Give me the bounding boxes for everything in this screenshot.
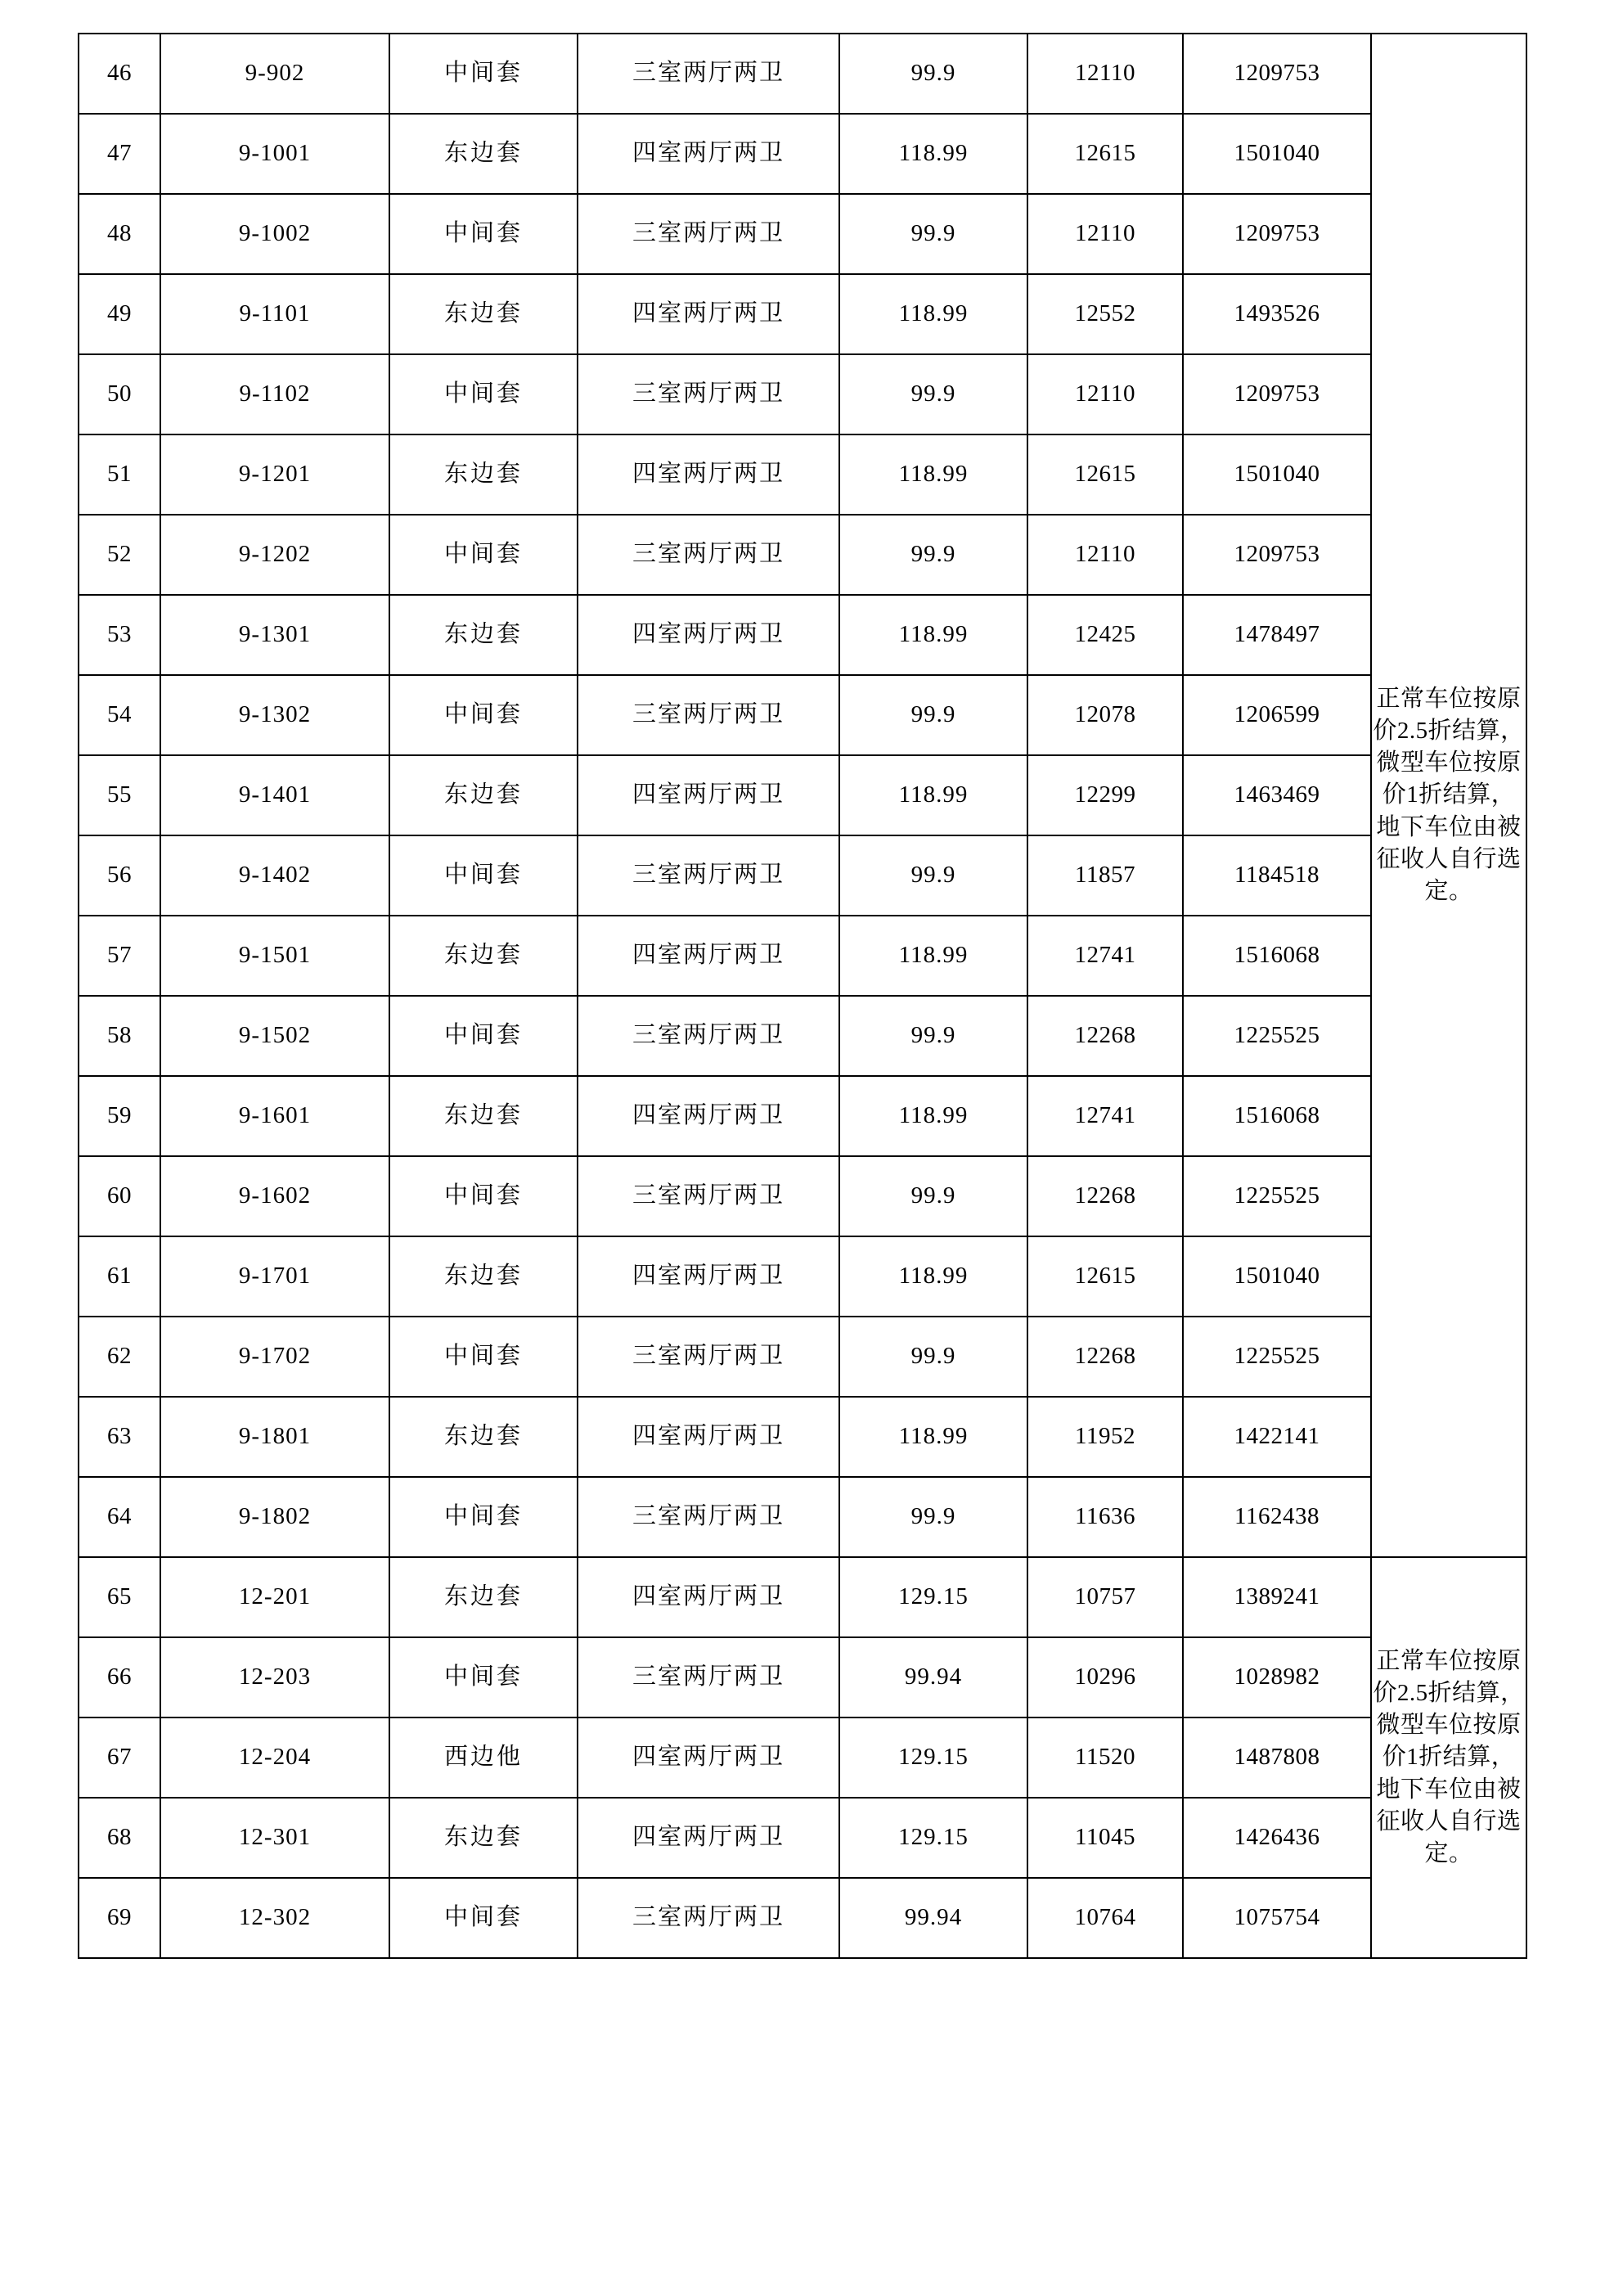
cell-total-price: 1209753 [1183, 194, 1371, 274]
cell-unit-position: 中间套 [389, 1637, 578, 1717]
cell-unit-position: 中间套 [389, 1317, 578, 1397]
cell-total-price: 1516068 [1183, 916, 1371, 996]
cell-room: 12-301 [160, 1798, 389, 1878]
cell-layout: 四室两厅两卫 [578, 1717, 839, 1798]
cell-total-price: 1389241 [1183, 1557, 1371, 1637]
cell-index: 57 [79, 916, 160, 996]
cell-index: 56 [79, 835, 160, 916]
property-price-table [78, 33, 1527, 1959]
cell-area: 118.99 [839, 755, 1027, 835]
cell-total-price: 1478497 [1183, 595, 1371, 675]
cell-unit-position: 中间套 [389, 835, 578, 916]
cell-unit-price: 12615 [1027, 114, 1183, 194]
cell-index: 51 [79, 434, 160, 515]
cell-index: 60 [79, 1156, 160, 1236]
cell-index: 67 [79, 1717, 160, 1798]
cell-index: 48 [79, 194, 160, 274]
cell-area: 129.15 [839, 1717, 1027, 1798]
cell-unit-price: 12425 [1027, 595, 1183, 675]
cell-room: 9-1402 [160, 835, 389, 916]
cell-unit-position: 东边套 [389, 916, 578, 996]
cell-index: 68 [79, 1798, 160, 1878]
cell-index: 59 [79, 1076, 160, 1156]
cell-unit-price: 12268 [1027, 1156, 1183, 1236]
cell-total-price: 1487808 [1183, 1717, 1371, 1798]
cell-unit-position: 东边套 [389, 1397, 578, 1477]
cell-unit-price: 11636 [1027, 1477, 1183, 1557]
cell-index: 50 [79, 354, 160, 434]
cell-room: 9-902 [160, 34, 389, 114]
note-text: 正常车位按原价2.5折结算，微型车位按原价1折结算，地下车位由被征收人自行选定。 [1373, 686, 1525, 904]
cell-layout: 三室两厅两卫 [578, 1477, 839, 1557]
cell-layout: 三室两厅两卫 [578, 354, 839, 434]
cell-unit-price: 12110 [1027, 34, 1183, 114]
cell-area: 129.15 [839, 1557, 1027, 1637]
cell-unit-price: 11952 [1027, 1397, 1183, 1477]
cell-unit-position: 东边套 [389, 1557, 578, 1637]
cell-index: 66 [79, 1637, 160, 1717]
cell-unit-price: 10296 [1027, 1637, 1183, 1717]
cell-area: 129.15 [839, 1798, 1027, 1878]
cell-unit-position: 东边套 [389, 114, 578, 194]
table-row [79, 194, 1526, 274]
cell-area: 99.9 [839, 1477, 1027, 1557]
cell-room: 9-1502 [160, 996, 389, 1076]
cell-area: 118.99 [839, 114, 1027, 194]
cell-unit-price: 12741 [1027, 916, 1183, 996]
cell-unit-position: 东边套 [389, 274, 578, 354]
cell-unit-position: 东边套 [389, 434, 578, 515]
cell-layout: 四室两厅两卫 [578, 274, 839, 354]
cell-index: 63 [79, 1397, 160, 1477]
cell-area: 99.9 [839, 1156, 1027, 1236]
cell-total-price: 1028982 [1183, 1637, 1371, 1717]
cell-unit-position: 中间套 [389, 996, 578, 1076]
cell-layout: 四室两厅两卫 [578, 1557, 839, 1637]
cell-unit-price: 12110 [1027, 515, 1183, 595]
cell-total-price: 1225525 [1183, 996, 1371, 1076]
cell-room: 12-204 [160, 1717, 389, 1798]
cell-total-price: 1501040 [1183, 434, 1371, 515]
cell-layout: 四室两厅两卫 [578, 916, 839, 996]
cell-area: 99.9 [839, 34, 1027, 114]
cell-room: 12-201 [160, 1557, 389, 1637]
table-row [79, 1557, 1526, 1637]
cell-index: 52 [79, 515, 160, 595]
table-row [79, 434, 1526, 515]
table-row [79, 835, 1526, 916]
cell-total-price: 1225525 [1183, 1317, 1371, 1397]
cell-total-price: 1209753 [1183, 515, 1371, 595]
cell-layout: 四室两厅两卫 [578, 755, 839, 835]
table-row [79, 1717, 1526, 1798]
cell-area: 118.99 [839, 1076, 1027, 1156]
cell-unit-position: 中间套 [389, 354, 578, 434]
cell-room: 9-1701 [160, 1236, 389, 1317]
cell-room: 9-1102 [160, 354, 389, 434]
table-row [79, 916, 1526, 996]
table-row [79, 34, 1526, 114]
cell-index: 49 [79, 274, 160, 354]
cell-total-price: 1184518 [1183, 835, 1371, 916]
table-row [79, 114, 1526, 194]
cell-unit-position: 东边套 [389, 1076, 578, 1156]
table-row [79, 1477, 1526, 1557]
cell-room: 9-1601 [160, 1076, 389, 1156]
cell-unit-price: 11857 [1027, 835, 1183, 916]
cell-unit-position: 西边他 [389, 1717, 578, 1798]
cell-room: 9-1201 [160, 434, 389, 515]
table-row [79, 515, 1526, 595]
cell-index: 62 [79, 1317, 160, 1397]
cell-room: 9-1301 [160, 595, 389, 675]
table-row [79, 1317, 1526, 1397]
cell-total-price: 1225525 [1183, 1156, 1371, 1236]
cell-note [1371, 34, 1526, 1557]
table-row [79, 354, 1526, 434]
cell-layout: 三室两厅两卫 [578, 34, 839, 114]
table-row [79, 1637, 1526, 1717]
cell-room: 12-203 [160, 1637, 389, 1717]
cell-unit-price: 11045 [1027, 1798, 1183, 1878]
table-row [79, 1156, 1526, 1236]
cell-total-price: 1162438 [1183, 1477, 1371, 1557]
cell-layout: 三室两厅两卫 [578, 675, 839, 755]
cell-index: 64 [79, 1477, 160, 1557]
cell-unit-price: 12615 [1027, 1236, 1183, 1317]
cell-layout: 四室两厅两卫 [578, 595, 839, 675]
cell-index: 55 [79, 755, 160, 835]
cell-room: 9-1602 [160, 1156, 389, 1236]
cell-layout: 四室两厅两卫 [578, 1397, 839, 1477]
cell-unit-position: 中间套 [389, 1156, 578, 1236]
cell-layout: 三室两厅两卫 [578, 1637, 839, 1717]
cell-unit-price: 12615 [1027, 434, 1183, 515]
cell-room: 9-1001 [160, 114, 389, 194]
cell-area: 99.9 [839, 515, 1027, 595]
cell-unit-price: 10757 [1027, 1557, 1183, 1637]
table-row [79, 1798, 1526, 1878]
cell-total-price: 1463469 [1183, 755, 1371, 835]
cell-total-price: 1206599 [1183, 675, 1371, 755]
table-row [79, 996, 1526, 1076]
cell-layout: 三室两厅两卫 [578, 835, 839, 916]
cell-area: 118.99 [839, 434, 1027, 515]
cell-unit-price: 10764 [1027, 1878, 1183, 1958]
cell-unit-price: 12268 [1027, 1317, 1183, 1397]
cell-room: 9-1002 [160, 194, 389, 274]
cell-total-price: 1493526 [1183, 274, 1371, 354]
table-row [79, 1878, 1526, 1958]
cell-room: 9-1302 [160, 675, 389, 755]
cell-layout: 三室两厅两卫 [578, 1317, 839, 1397]
note-text: 正常车位按原价2.5折结算，微型车位按原价1折结算，地下车位由被征收人自行选定。 [1373, 1648, 1525, 1866]
cell-area: 99.9 [839, 675, 1027, 755]
cell-unit-price: 12299 [1027, 755, 1183, 835]
cell-area: 118.99 [839, 1397, 1027, 1477]
cell-note [1371, 1557, 1526, 1958]
cell-index: 47 [79, 114, 160, 194]
cell-unit-position: 中间套 [389, 515, 578, 595]
table-row [79, 755, 1526, 835]
cell-unit-position: 东边套 [389, 595, 578, 675]
cell-area: 118.99 [839, 916, 1027, 996]
cell-area: 99.9 [839, 835, 1027, 916]
cell-unit-price: 12078 [1027, 675, 1183, 755]
cell-room: 12-302 [160, 1878, 389, 1958]
cell-room: 9-1202 [160, 515, 389, 595]
cell-layout: 四室两厅两卫 [578, 1798, 839, 1878]
cell-room: 9-1801 [160, 1397, 389, 1477]
cell-room: 9-1802 [160, 1477, 389, 1557]
cell-room: 9-1702 [160, 1317, 389, 1397]
cell-index: 65 [79, 1557, 160, 1637]
cell-index: 58 [79, 996, 160, 1076]
cell-room: 9-1501 [160, 916, 389, 996]
cell-total-price: 1426436 [1183, 1798, 1371, 1878]
cell-unit-position: 中间套 [389, 675, 578, 755]
cell-unit-position: 中间套 [389, 194, 578, 274]
cell-layout: 三室两厅两卫 [578, 515, 839, 595]
cell-total-price: 1209753 [1183, 354, 1371, 434]
table-row [79, 1076, 1526, 1156]
cell-layout: 四室两厅两卫 [578, 1076, 839, 1156]
cell-total-price: 1516068 [1183, 1076, 1371, 1156]
cell-area: 99.9 [839, 1317, 1027, 1397]
cell-unit-position: 东边套 [389, 1236, 578, 1317]
cell-area: 99.9 [839, 996, 1027, 1076]
cell-layout: 三室两厅两卫 [578, 996, 839, 1076]
cell-index: 61 [79, 1236, 160, 1317]
table-row [79, 1397, 1526, 1477]
cell-index: 69 [79, 1878, 160, 1958]
table-row [79, 274, 1526, 354]
cell-unit-position: 东边套 [389, 755, 578, 835]
cell-unit-price: 12110 [1027, 194, 1183, 274]
table-row [79, 595, 1526, 675]
table-body [79, 34, 1526, 1958]
cell-index: 46 [79, 34, 160, 114]
cell-unit-position: 中间套 [389, 34, 578, 114]
cell-layout: 三室两厅两卫 [578, 1878, 839, 1958]
table-row [79, 675, 1526, 755]
cell-total-price: 1075754 [1183, 1878, 1371, 1958]
cell-unit-position: 东边套 [389, 1798, 578, 1878]
cell-area: 99.94 [839, 1878, 1027, 1958]
cell-area: 118.99 [839, 1236, 1027, 1317]
cell-unit-price: 12110 [1027, 354, 1183, 434]
cell-unit-position: 中间套 [389, 1477, 578, 1557]
cell-layout: 四室两厅两卫 [578, 114, 839, 194]
cell-area: 118.99 [839, 274, 1027, 354]
cell-unit-price: 12552 [1027, 274, 1183, 354]
cell-room: 9-1401 [160, 755, 389, 835]
cell-total-price: 1422141 [1183, 1397, 1371, 1477]
cell-total-price: 1501040 [1183, 114, 1371, 194]
cell-room: 9-1101 [160, 274, 389, 354]
cell-unit-price: 12268 [1027, 996, 1183, 1076]
cell-index: 53 [79, 595, 160, 675]
cell-layout: 三室两厅两卫 [578, 194, 839, 274]
cell-layout: 四室两厅两卫 [578, 434, 839, 515]
cell-unit-price: 12741 [1027, 1076, 1183, 1156]
cell-area: 99.9 [839, 354, 1027, 434]
cell-total-price: 1501040 [1183, 1236, 1371, 1317]
cell-unit-price: 11520 [1027, 1717, 1183, 1798]
cell-layout: 四室两厅两卫 [578, 1236, 839, 1317]
cell-total-price: 1209753 [1183, 34, 1371, 114]
cell-area: 118.99 [839, 595, 1027, 675]
cell-area: 99.9 [839, 194, 1027, 274]
cell-layout: 三室两厅两卫 [578, 1156, 839, 1236]
cell-area: 99.94 [839, 1637, 1027, 1717]
table-row [79, 1236, 1526, 1317]
cell-unit-position: 中间套 [389, 1878, 578, 1958]
cell-index: 54 [79, 675, 160, 755]
